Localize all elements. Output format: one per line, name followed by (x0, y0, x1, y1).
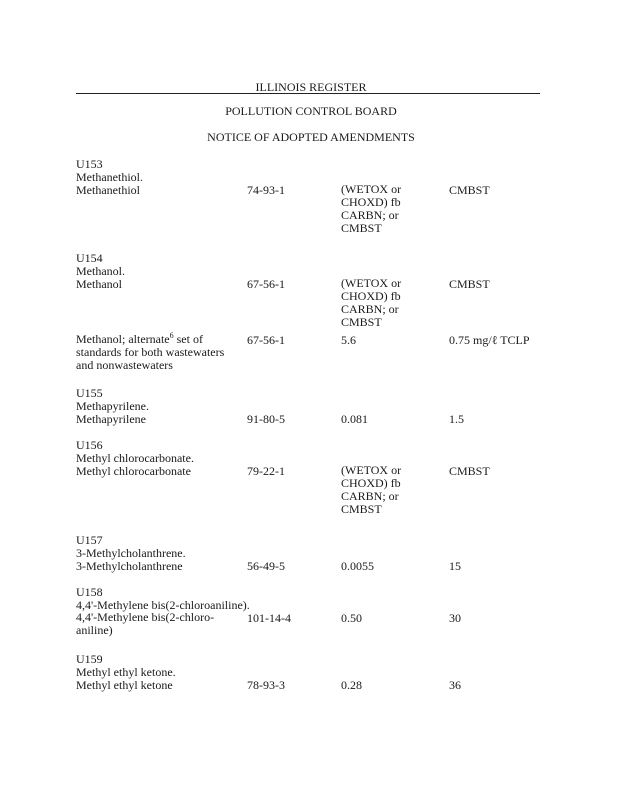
waste-title: Methyl ethyl ketone. (76, 665, 176, 679)
wastewater-standard: 0.28 (341, 678, 362, 692)
constituent-name: Methyl chlorocarbonate (76, 464, 191, 478)
constituent-name: 4,4'-Methylene bis(2-chloro-aniline) (76, 610, 215, 637)
waste-code: U157 (76, 533, 103, 547)
waste-code: U158 (76, 585, 103, 599)
nonwastewater-standard: CMBST (449, 464, 490, 478)
nonwastewater-standard: 15 (449, 559, 461, 573)
waste-code: U153 (76, 157, 103, 171)
nonwastewater-standard: CMBST (449, 183, 490, 197)
nonwastewater-standard: 1.5 (449, 412, 464, 426)
wastewater-standard: (WETOX or CHOXD) fb CARBN; or CMBST (341, 182, 402, 235)
footnote-marker: 6 (169, 331, 174, 340)
constituent-name: Methanethiol (76, 183, 140, 197)
cas-number: 56-49-5 (247, 559, 285, 573)
cas-number: 91-80-5 (247, 412, 285, 426)
wastewater-standard: 5.6 (341, 333, 356, 347)
waste-code: U154 (76, 251, 103, 265)
waste-code: U155 (76, 386, 103, 400)
wastewater-standard: (WETOX or CHOXD) fb CARBN; or CMBST (341, 276, 402, 329)
waste-code: U159 (76, 652, 103, 666)
cas-number: 78-93-3 (247, 678, 285, 692)
cas-number: 101-14-4 (247, 611, 291, 625)
notice-title: NOTICE OF ADOPTED AMENDMENTS (207, 130, 415, 144)
waste-title: Methyl chlorocarbonate. (76, 451, 194, 465)
constituent-name: Methyl ethyl ketone (76, 678, 173, 692)
constituent-name-alternate (76, 333, 236, 372)
wastewater-standard: 0.0055 (341, 559, 374, 573)
waste-title: 4,4'-Methylene bis(2-chloroaniline). (76, 598, 250, 612)
name-text: Methanol; alternate (76, 332, 170, 346)
name-text-cont: set of standards for both wastewaters and nonwastewaters (76, 332, 225, 372)
waste-title: Methapyrilene. (76, 399, 149, 413)
nonwastewater-standard: 30 (449, 611, 461, 625)
waste-code: U156 (76, 438, 103, 452)
cas-number: 79-22-1 (247, 464, 285, 478)
cas-number: 67-56-1 (247, 333, 285, 347)
waste-title: Methanol. (76, 264, 125, 278)
header-rule (76, 93, 540, 94)
constituent-name: Methapyrilene (76, 412, 146, 426)
register-title: ILLINOIS REGISTER (255, 80, 367, 94)
waste-title: 3-Methylcholanthrene. (76, 546, 186, 560)
nonwastewater-standard: 0.75 mg/ℓ TCLP (449, 333, 530, 347)
wastewater-standard: 0.081 (341, 412, 368, 426)
board-title: POLLUTION CONTROL BOARD (225, 104, 397, 118)
wastewater-standard: 0.50 (341, 611, 362, 625)
waste-title: Methanethiol. (76, 170, 143, 184)
cas-number: 67-56-1 (247, 277, 285, 291)
constituent-name: 3-Methylcholanthrene (76, 559, 183, 573)
cas-number: 74-93-1 (247, 183, 285, 197)
wastewater-standard: (WETOX or CHOXD) fb CARBN; or CMBST (341, 463, 402, 516)
constituent-name: Methanol (76, 277, 122, 291)
nonwastewater-standard: 36 (449, 678, 461, 692)
nonwastewater-standard: CMBST (449, 277, 490, 291)
